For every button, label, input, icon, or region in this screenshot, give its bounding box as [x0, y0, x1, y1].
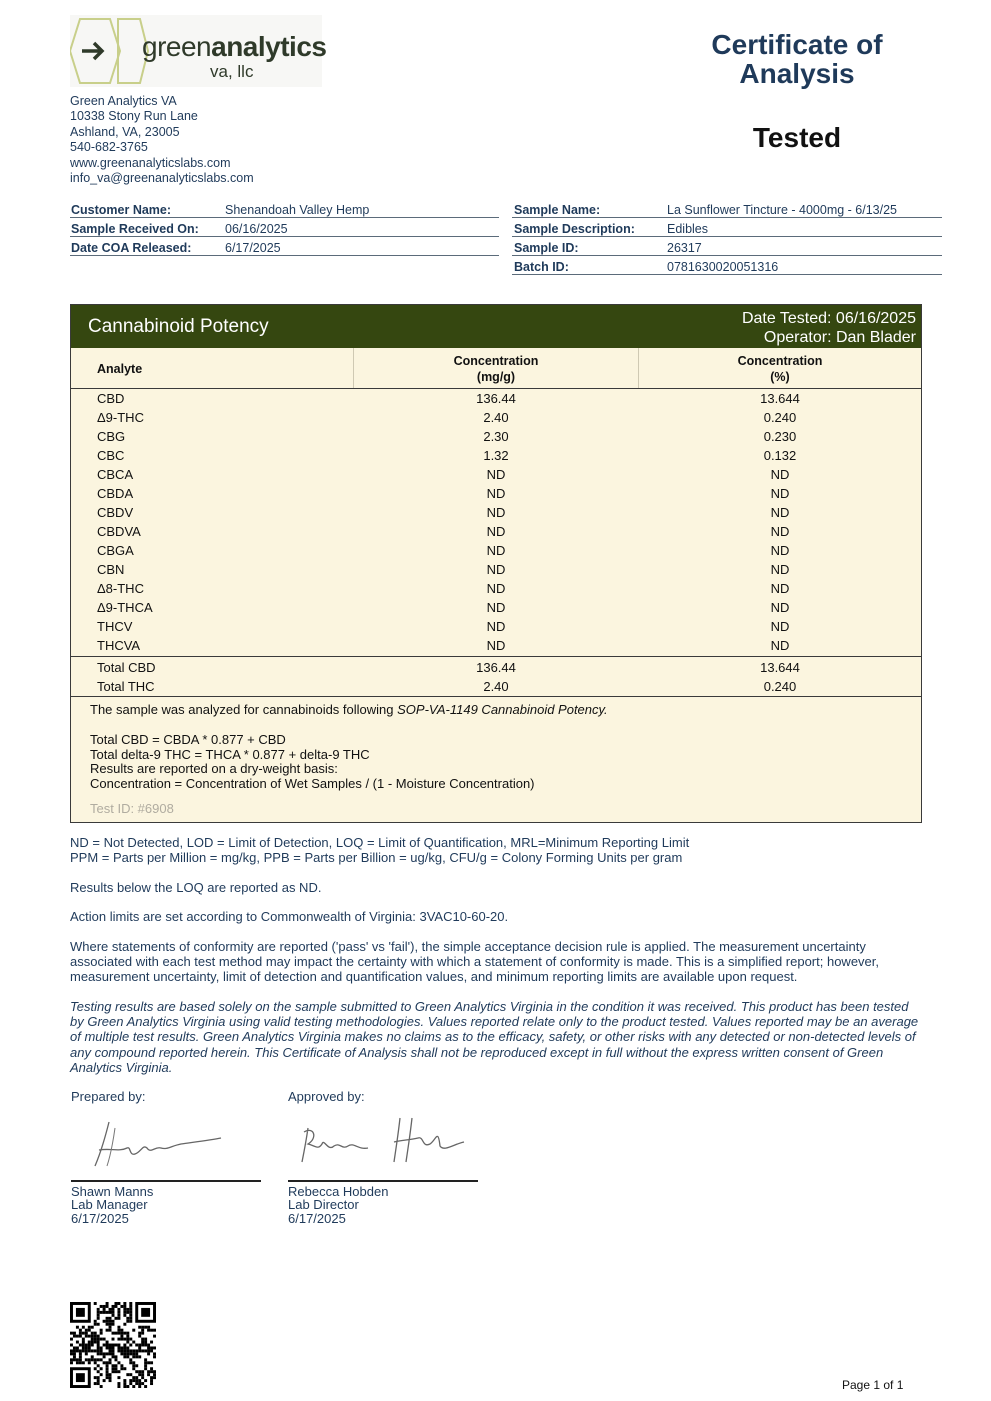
info-row	[512, 256, 942, 275]
mg-cell: ND	[486, 600, 506, 615]
analyte-cell: Δ9-THC	[97, 410, 144, 425]
approved-by-signature	[288, 1090, 478, 1225]
disclaimer: Testing results are based solely on the sample submitted to Green Analytics Virginia in the condition it was received. This product has been tested by Green Analytics Virginia using valid testing methodologies. Values reported relate only to the product tested. Values reported may be an average of multiple test results. Green Analytics Virginia makes no claims as to the efficacy, safety, or other risks with any detected or non-detected levels of any compound reported herein. This Certificate of Analysis shall not be reproduced except in full without the express written consent of Green Analytics Virginia.	[70, 999, 919, 1075]
mg-header: Concentration (mg/g)	[453, 354, 539, 384]
mg-cell: ND	[486, 562, 506, 577]
info-row	[512, 218, 942, 237]
certificate-title: Certificate of Analysis	[711, 29, 883, 89]
mg-cell: ND	[486, 638, 506, 653]
prepared-by-signature	[71, 1090, 261, 1225]
batch-id-label: Batch ID:	[514, 259, 569, 274]
operator: Operator: Dan Blader	[763, 329, 916, 346]
signer-details	[71, 1185, 261, 1226]
percent-cell: 13.644	[760, 391, 800, 406]
action-limits-note: Action limits are set according to Commonwealth of Virginia: 3VAC10-60-20.	[70, 909, 509, 924]
method-notes	[90, 703, 608, 792]
analyte-cell: Total CBD	[97, 660, 156, 675]
percent-cell: ND	[770, 619, 790, 634]
lab-phone: 540-682-3765	[70, 140, 148, 155]
table-row	[71, 446, 921, 465]
percent-cell: ND	[770, 505, 790, 520]
analyte-cell: THCVA	[97, 638, 141, 653]
mg-cell: 136.44	[476, 660, 516, 675]
table-row	[71, 503, 921, 522]
lab-email: info_va@greenanalyticslabs.com	[70, 171, 254, 186]
signer-name: Shawn Manns	[71, 1183, 154, 1199]
percent-cell: ND	[770, 486, 790, 501]
loq-note: Results below the LOQ are reported as ND.	[70, 880, 322, 895]
table-row	[71, 560, 921, 579]
table-row	[71, 677, 921, 696]
percent-cell: ND	[770, 562, 790, 577]
mg-cell: ND	[486, 486, 506, 501]
mg-cell: ND	[486, 543, 506, 558]
mg-cell: ND	[486, 505, 506, 520]
logo-wordmark: greenanalytics	[142, 31, 327, 62]
lab-website: www.greenanalyticslabs.com	[70, 155, 231, 170]
sample-description-value: Edibles	[667, 221, 708, 236]
info-row	[512, 199, 942, 218]
potency-test-info	[742, 309, 916, 347]
percent-cell: 0.230	[763, 429, 797, 444]
concentration-formula: Concentration = Concentration of Wet Samples / (1 - Moisture Concentration)	[90, 776, 535, 792]
signer-role: Lab Director	[288, 1197, 359, 1212]
customer-name-label: Customer Name:	[71, 202, 172, 217]
dry-weight-note: Results are reported on a dry-weight basis:	[90, 761, 338, 777]
coa-released-label: Date COA Released:	[71, 240, 192, 255]
table-row	[71, 636, 921, 655]
cannabinoid-potency-section	[70, 304, 922, 823]
mg-cell: ND	[486, 524, 506, 539]
customer-name-value: Shenandoah Valley Hemp	[225, 202, 370, 217]
analyte-cell: CBG	[97, 429, 126, 444]
sample-name-label: Sample Name:	[514, 202, 601, 217]
sample-id-value: 26317	[667, 240, 702, 255]
formula-total-cbd: Total CBD = CBDA * 0.877 + CBD	[90, 731, 286, 747]
mg-cell: 2.40	[483, 410, 509, 425]
mg-cell: 136.44	[476, 391, 516, 406]
analyte-cell: Total THC	[97, 679, 155, 694]
sample-description-label: Sample Description:	[514, 221, 635, 236]
signature-date: 6/17/2025	[71, 1210, 129, 1226]
abbreviation-legend: ND = Not Detected, LOD = Limit of Detection, LOQ = Limit of Quantification, MRL=Minimum Reporting Limit PPM = Parts per Million = mg/kg, PPB = Parts per Billion = ug/kg, CFU/g = Colony Forming Units per gram	[70, 835, 690, 866]
info-row	[70, 218, 499, 237]
percent-cell: ND	[770, 467, 790, 482]
mg-cell: ND	[486, 467, 506, 482]
page-number: Page 1 of 1	[842, 1378, 904, 1392]
sample-received-label: Sample Received On:	[71, 221, 199, 236]
mg-cell: 1.32	[483, 448, 509, 463]
analyte-cell: CBDA	[97, 486, 134, 501]
analyte-cell: CBN	[97, 562, 125, 577]
lab-address-block	[70, 94, 254, 186]
percent-cell: 0.240	[763, 679, 797, 694]
potency-rows	[71, 389, 921, 655]
customer-info-table	[70, 199, 499, 256]
signature-image	[71, 1108, 261, 1182]
sample-info-table	[512, 199, 942, 275]
analyte-cell: CBC	[97, 448, 125, 463]
potency-title: Cannabinoid Potency	[88, 316, 269, 337]
lab-street: 10338 Stony Run Lane	[70, 109, 198, 124]
table-row	[71, 408, 921, 427]
percent-cell: 0.132	[763, 448, 797, 463]
column-divider	[353, 348, 354, 388]
mg-cell: ND	[486, 581, 506, 596]
batch-id-value: 0781630020051316	[667, 259, 779, 274]
approved-by-label: Approved by:	[288, 1089, 365, 1104]
percent-cell: 0.240	[763, 410, 797, 425]
signer-details	[288, 1185, 478, 1226]
info-row	[70, 199, 499, 218]
analyte-cell: Δ9-THCA	[97, 600, 153, 615]
percent-cell: ND	[770, 600, 790, 615]
percent-cell: 13.644	[760, 660, 800, 675]
percent-cell: ND	[770, 524, 790, 539]
table-row	[71, 598, 921, 617]
prepared-by-label: Prepared by:	[71, 1089, 146, 1104]
sample-name-value: La Sunflower Tincture - 4000mg - 6/13/25	[667, 202, 897, 217]
analyte-cell: CBCA	[97, 467, 134, 482]
test-id: Test ID: #6908	[90, 801, 174, 816]
sample-received-value: 06/16/2025	[225, 221, 288, 236]
table-row	[71, 465, 921, 484]
signer-role: Lab Manager	[71, 1197, 148, 1212]
mg-cell: 2.30	[483, 429, 509, 444]
sample-id-label: Sample ID:	[514, 240, 579, 255]
table-row	[71, 658, 921, 677]
table-row	[71, 484, 921, 503]
signer-name: Rebecca Hobden	[288, 1183, 389, 1199]
analyte-header: Analyte	[97, 362, 143, 376]
table-row	[71, 541, 921, 560]
analyte-cell: CBDVA	[97, 524, 141, 539]
conformity-statement: Where statements of conformity are reported ('pass' vs 'fail'), the simple acceptance decision rule is applied. The measurement uncertainty associated with each test method may impact the certainty with which a statement of conformity is made. This is a simplified report; however, measurement uncertainty, limit of detection and quantification values, and minimum reporting limits are available upon request.	[70, 939, 880, 985]
lab-name: Green Analytics VA	[70, 94, 177, 108]
lab-city: Ashland, VA, 23005	[70, 124, 180, 139]
test-status: Tested	[752, 122, 842, 153]
potency-column-headers	[71, 348, 921, 389]
signature-image	[288, 1108, 478, 1182]
coa-released-value: 6/17/2025	[225, 240, 281, 255]
percent-cell: ND	[770, 543, 790, 558]
info-row	[512, 237, 942, 256]
potency-header	[71, 305, 921, 348]
table-row	[71, 522, 921, 541]
table-row	[71, 427, 921, 446]
method-statement: The sample was analyzed for cannabinoids following SOP-VA-1149 Cannabinoid Potency.	[90, 702, 608, 717]
logo-subtitle: va, llc	[210, 62, 254, 81]
analyte-cell: CBGA	[97, 543, 134, 558]
analyte-cell: THCV	[97, 619, 133, 634]
analyte-cell: CBDV	[97, 505, 134, 520]
table-row	[71, 389, 921, 408]
analyte-cell: CBD	[97, 391, 125, 406]
analyte-cell: Δ8-THC	[97, 581, 144, 596]
mg-cell: 2.40	[483, 679, 509, 694]
column-divider	[638, 348, 639, 388]
formula-total-thc: Total delta-9 THC = THCA * 0.877 + delta-9 THC	[90, 746, 370, 762]
percent-header: Concentration (%)	[737, 354, 823, 384]
info-row	[70, 237, 499, 256]
potency-totals	[71, 656, 921, 697]
signature-date: 6/17/2025	[288, 1210, 346, 1226]
percent-cell: ND	[770, 638, 790, 653]
percent-cell: ND	[770, 581, 790, 596]
table-row	[71, 579, 921, 598]
date-tested: Date Tested: 06/16/2025	[741, 310, 916, 327]
qr-code[interactable]	[70, 1302, 156, 1388]
mg-cell: ND	[486, 619, 506, 634]
table-row	[71, 617, 921, 636]
company-logo	[70, 15, 327, 87]
